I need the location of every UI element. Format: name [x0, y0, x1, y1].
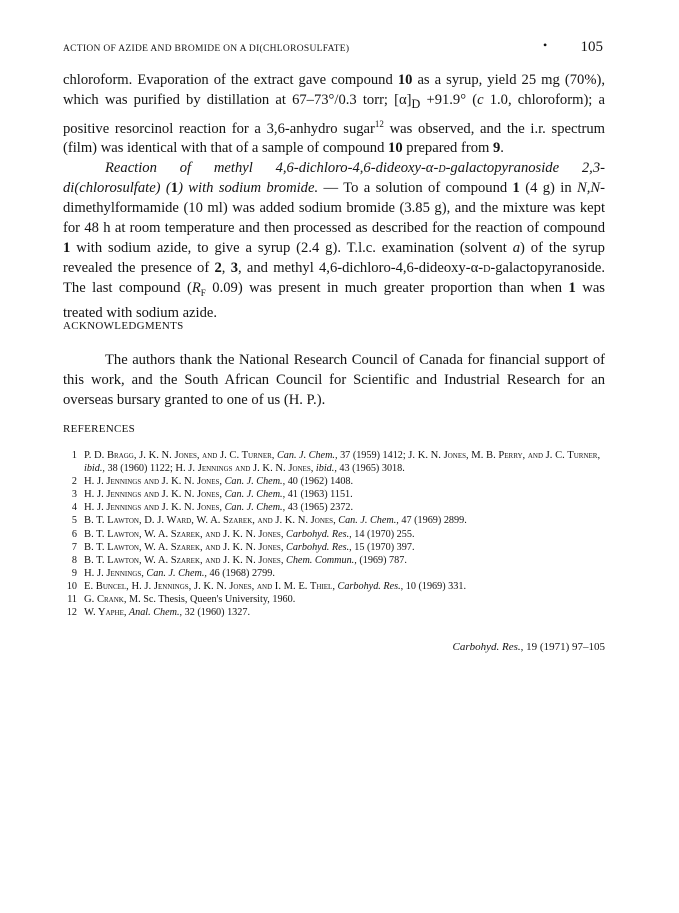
reference-journal: Can. J. Chem., — [222, 489, 286, 501]
reference-journal: ibid., — [313, 463, 337, 475]
reference-details: (1969) 787. — [356, 554, 407, 566]
text-run: was treated with sodium azide. — [63, 279, 605, 321]
reference-authors: H. J. Jennings and J. K. N. Jones, — [175, 463, 314, 475]
references-heading: REFERENCES — [63, 423, 136, 435]
text-run: . — [500, 140, 504, 157]
reference-details: 43 (1965) 3018. — [336, 463, 405, 475]
reference-number: 10 — [66, 580, 77, 592]
reference-number: 4 — [71, 502, 77, 514]
reference-authors: E. Buncel, H. J. Jennings, J. K. N. Jones, and I. M. E. Thiel, — [84, 580, 335, 592]
footer-journal: Carbohyd. Res., — [452, 641, 524, 653]
reference-journal: Can. J. Chem., — [274, 450, 338, 461]
reference-journal: Carbohyd. Res., — [283, 541, 352, 553]
reference-number: 1 — [71, 450, 77, 461]
reference-number: 5 — [71, 515, 77, 527]
reference-details: M. Sc. Thesis, Queen's University, 1960. — [126, 594, 296, 606]
compound-number: 1 — [512, 180, 520, 197]
text-run: as a syrup, yield 25 mg (70%), which was purified by distillation at 67–73°/0.3 torr; [α] — [63, 72, 605, 108]
compound-number: 1 — [568, 279, 576, 296]
text-run: — To a solution of compound — [318, 180, 513, 197]
italic-run: N,N — [577, 180, 601, 197]
reference-details: 47 (1969) 2899. — [398, 515, 467, 527]
footer-citation: 19 (1971) 97–105 — [523, 641, 605, 653]
compound-number: 1 — [63, 240, 71, 257]
reference-journal: Chem. Commun., — [283, 554, 357, 566]
reference-journal: Can. J. Chem., — [222, 476, 286, 488]
reference-item — [63, 593, 611, 606]
compound-number: 3 — [230, 259, 238, 276]
reference-item — [63, 501, 611, 514]
reference-authors: J. K. N. Jones, M. B. Perry, and J. C. Turner, — [408, 450, 601, 461]
reference-superscript: 12 — [374, 118, 384, 129]
header-dot: • — [543, 38, 548, 52]
reference-item — [63, 449, 611, 475]
text-run: was observed, and the i.r. spectrum (film) was identical with that of a sample of compound — [63, 120, 606, 157]
reference-details: 40 (1962) 1408. — [285, 476, 354, 488]
italic-run: R — [191, 279, 201, 296]
reference-number: 3 — [71, 489, 77, 501]
small-caps-run: d — [438, 160, 446, 177]
page-header — [63, 38, 603, 57]
reference-authors: B. T. Lawton, D. J. Ward, W. A. Szarek, and J. K. N. Jones, — [84, 515, 336, 527]
reference-authors: H. J. Jennings, — [84, 567, 144, 579]
text-run: prepared from — [402, 140, 493, 157]
text-run: (4 g) in — [519, 180, 578, 197]
italic-run: -galactopyranoside 2,3-di(chlorosulfate) ( — [63, 160, 605, 197]
reference-item — [63, 567, 611, 580]
italic-run: c — [477, 91, 484, 108]
compound-number: 10 — [388, 140, 403, 157]
reference-details: 46 (1968) 2799. — [206, 567, 275, 579]
text-run: ) of the syrup revealed the presence of — [63, 240, 605, 276]
reference-journal: Can. J. Chem., — [143, 567, 207, 579]
text-run: 0.09) was present in much greater proportion than when — [205, 279, 569, 296]
page-number: 105 — [580, 39, 603, 55]
text-run: -galactopyranoside. The last compound ( — [63, 259, 606, 296]
reference-details: 10 (1969) 331. — [403, 580, 467, 592]
small-caps-run: d — [483, 259, 491, 276]
reference-authors: H. J. Jennings and J. K. N. Jones, — [84, 502, 223, 514]
compound-number: 9 — [493, 140, 501, 157]
reference-details: 43 (1965) 2372. — [285, 502, 354, 514]
body-text — [63, 71, 605, 324]
compound-number: 1 — [170, 180, 179, 197]
reference-journal: Carbohyd. Res., — [283, 528, 352, 540]
compound-number: 10 — [397, 72, 413, 88]
compound-number: 2 — [214, 259, 222, 276]
reference-number: 2 — [71, 476, 77, 488]
italic-run: ) with sodium bromide. — [178, 180, 319, 197]
text-run: , — [221, 259, 231, 276]
reference-item — [63, 475, 611, 488]
text-run: , and methyl 4,6-dichloro-4,6-dideoxy-α- — [237, 259, 484, 276]
reference-authors: G. Crank, — [84, 594, 127, 606]
reference-item — [63, 606, 611, 619]
reference-authors: B. T. Lawton, W. A. Szarek, and J. K. N. Jones, — [84, 541, 284, 553]
journal-footer — [453, 641, 605, 653]
running-head: ACTION OF AZIDE AND BROMIDE ON A DI(CHLOROSULFATE) — [63, 44, 350, 54]
reference-details: 14 (1970) 255. — [351, 528, 415, 540]
reference-list — [63, 449, 611, 619]
reference-details: 38 (1960) 1122; — [104, 463, 176, 475]
reference-authors: H. J. Jennings and J. K. N. Jones, — [84, 489, 223, 501]
reference-journal: ibid., — [84, 463, 105, 475]
reference-authors: B. T. Lawton, W. A. Szarek, and J. K. N. Jones, — [84, 528, 284, 540]
reference-item — [63, 514, 611, 527]
reference-details: 32 (1960) 1327. — [182, 607, 250, 619]
reference-item — [63, 528, 611, 541]
text-run: 1.0, chloroform); a positive resorcinol reaction for a 3,6-anhydro sugar — [63, 91, 605, 137]
acknowledgments-text: The authors thank the National Research Council of Canada for financial support of this work, and the South African Council for Scientific and Industrial Research for an overseas bursary granted to one of us (H. P.). — [63, 352, 605, 408]
reference-number: 8 — [71, 554, 77, 566]
reference-details: 41 (1963) 1151. — [285, 489, 353, 501]
text-run: with sodium azide, to give a syrup (2.4 g). T.l.c. examination (solvent — [70, 240, 513, 257]
reference-authors: W. Yaphe, — [84, 607, 127, 619]
italic-run: Reaction of methyl 4,6-dichloro-4,6-dideoxy-α- — [105, 160, 439, 177]
reference-number: 12 — [66, 607, 77, 619]
reference-journal: Anal. Chem., — [126, 607, 183, 619]
text-run: chloroform. Evaporation of the extract gave compound — [63, 72, 398, 88]
reference-item — [63, 580, 611, 593]
reference-details: 37 (1959) 1412; — [337, 450, 409, 461]
reference-authors: B. T. Lawton, W. A. Szarek, and J. K. N. Jones, — [84, 554, 284, 566]
reference-item — [63, 488, 611, 501]
reference-journal: Can. J. Chem., — [222, 502, 286, 514]
paragraph-experimental-end — [63, 71, 605, 159]
subscript: D — [411, 96, 421, 111]
reference-authors: P. D. Bragg, J. K. N. Jones, and J. C. Turner, — [84, 450, 275, 461]
reference-details: 15 (1970) 397. — [351, 541, 415, 553]
reference-number: 11 — [67, 594, 77, 606]
reference-journal: Carbohyd. Res., — [334, 580, 404, 592]
reference-number: 6 — [71, 528, 77, 540]
reference-number: 9 — [71, 567, 77, 579]
reference-item — [63, 541, 611, 554]
reference-item — [63, 554, 611, 567]
italic-run: a — [512, 240, 521, 257]
reference-journal: Can. J. Chem., — [335, 515, 399, 527]
subscript: F — [200, 287, 206, 298]
acknowledgments-heading: ACKNOWLEDGMENTS — [63, 320, 184, 332]
reference-number: 7 — [71, 541, 77, 553]
paragraph-bromide-reaction — [63, 159, 605, 323]
text-run: -dimethylformamide (10 ml) was added sodium bromide (3.85 g), and the mixture was kept for 48 h at room temperature and then processed as described for the reaction of compound — [63, 180, 606, 237]
reference-authors: H. J. Jennings and J. K. N. Jones, — [84, 476, 223, 488]
text-run: +91.9° ( — [420, 91, 478, 108]
